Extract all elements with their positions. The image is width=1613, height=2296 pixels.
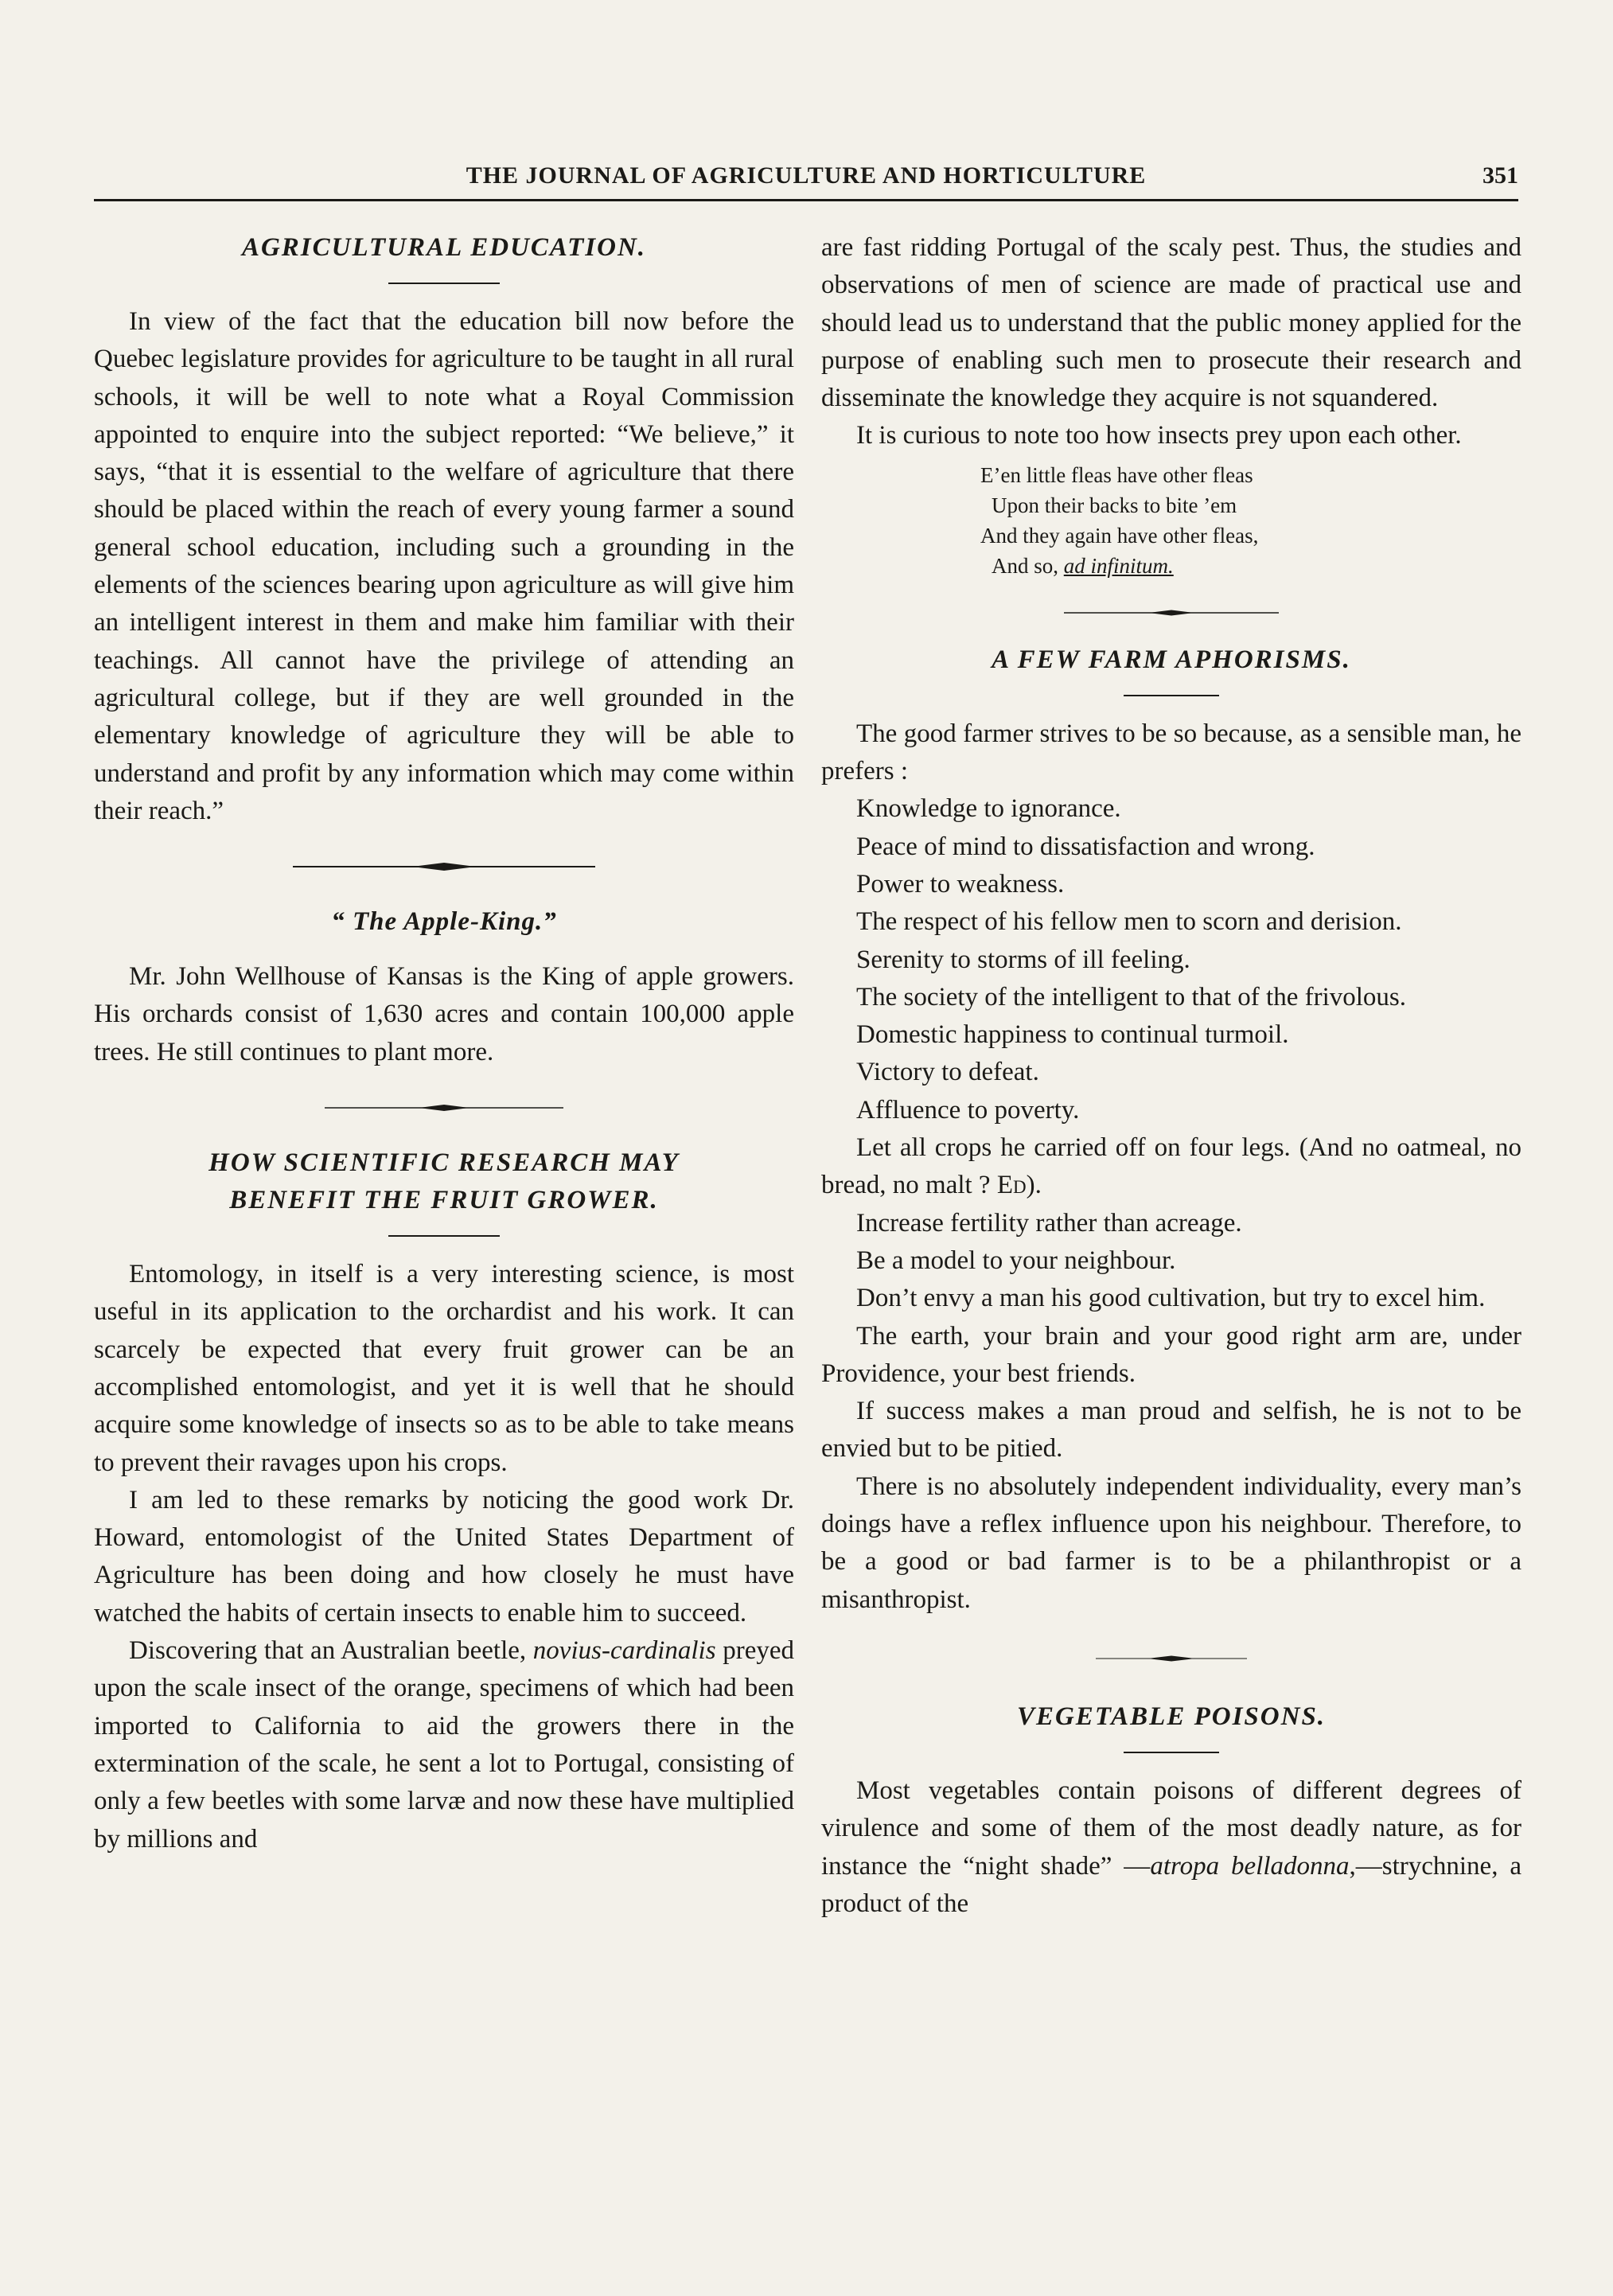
right-column [821, 229, 1521, 1923]
verse-latin: ad infinitum. [1063, 553, 1174, 578]
vegetable-poisons-paragraph [821, 1772, 1521, 1923]
aphorism-item: The society of the intelligent to that of the frivolous. [856, 982, 1407, 1012]
aphorism-item: Be a model to your neighbour. [856, 1245, 1176, 1275]
aphorism-item: The respect of his fellow men to scorn and derision. [856, 907, 1402, 937]
paragraph-text: ,—strychnine, a product of the [821, 1851, 1521, 1918]
verse-line [980, 551, 1521, 581]
aphorism-item [821, 1129, 1521, 1205]
short-rule [1124, 695, 1219, 696]
aphorism-item: Increase fertility rather than acreage. [856, 1208, 1242, 1238]
paragraph-text: Most vegetables contain poisons of different degrees of virulence and some of them of the most deadly nature, as for instance the “night shade” — [821, 1776, 1521, 1881]
continued-paragraph: are fast ridding Portugal of the scaly pest. Thus, the studies and observations of men of science are made of practical use and should lead us to understand that the public money applied for the purpose of enabling such men to prosecute their research and disseminate the knowledge they acquire is not squandered. [821, 233, 1521, 413]
running-title: THE JOURNAL OF AGRICULTURE AND HORTICULTURE [466, 162, 1147, 189]
scientific-research-heading-line-2: BENEFIT THE FRUIT GROWER. [229, 1186, 659, 1215]
paragraph-text: preyed upon the scale insect of the orange, specimens of which had been imported to California to aid the growers there in the extermination of the scale, he sent a lot to Portugal, consisting of only a few beetles with some larvæ and now these have multiplied by millions and [94, 1636, 794, 1854]
aphorism-item: Affluence to poverty. [856, 1095, 1080, 1125]
ornament-rule-icon [1096, 1651, 1247, 1666]
verse-line: Upon their backs to bite ’em [992, 493, 1237, 517]
left-column [94, 229, 794, 1858]
aphorism-item: Power to weakness. [856, 869, 1065, 899]
aphorism-text: Let all crops he carried off on four legs. (And no oatmeal, no bread, no malt ? [821, 1133, 1521, 1200]
scientific-research-heading-line-1: HOW SCIENTIFIC RESEARCH MAY [208, 1148, 680, 1178]
running-head [94, 159, 1518, 201]
aphorism-item: If success makes a man proud and selfish, he is not to be envied but to be pitied. [821, 1397, 1521, 1464]
aphorism-text: ). [1026, 1171, 1042, 1200]
short-rule [388, 283, 500, 284]
short-rule [388, 1235, 500, 1237]
verse-line: And they again have other fleas, [980, 523, 1259, 548]
ornament-rule-icon [293, 859, 595, 875]
ornament-rule-icon [1064, 605, 1279, 621]
apple-king-heading: “ The Apple-King.” [331, 907, 557, 937]
verse-text: And so, [992, 553, 1064, 578]
paragraph-text: Discovering that an Australian beetle, [129, 1636, 533, 1666]
beetle-name: novius-cardinalis [532, 1636, 716, 1666]
aphorisms-intro: The good farmer strives to be so because, as a sensible man, he prefers : [821, 719, 1521, 786]
ornament-rule-icon [325, 1100, 563, 1116]
apple-king-paragraph: Mr. John Wellhouse of Kansas is the King of apple growers. His orchards consist of 1,630 acres and contain 100,000 apple trees. He still continues to plant more. [94, 962, 794, 1066]
agricultural-education-paragraph: In view of the fact that the education bill now before the Quebec legislature provides for agriculture to be taught in all rural schools, it will be well to note what a Royal Commission appointed to enquire into the subject reported: “We believe,” it says, “that it is essential to the welfare of agriculture that there should be placed within the reach of every young farmer a sound general school education, including such a grounding in the elements of the sciences bearing upon agriculture as will give him an intelligent interest in them and make him familiar with their teachings. All cannot have the privilege of attending an agricultural college, but if they are well grounded in the elementary knowledge of agriculture they will be able to understand and profit by any information which may come within their reach.” [94, 307, 794, 825]
page-number: 351 [1482, 162, 1518, 189]
plant-name: atropa belladonna [1150, 1851, 1350, 1881]
editor-note: Ed [996, 1171, 1027, 1200]
farm-aphorisms-heading: A FEW FARM APHORISMS. [992, 645, 1351, 674]
flea-verse [980, 460, 1521, 581]
agricultural-education-heading: AGRICULTURAL EDUCATION. [241, 233, 647, 262]
scientific-research-paragraph-2: I am led to these remarks by noticing the good work Dr. Howard, entomologist of the United States Department of Agriculture has been doing and how closely he must have watched the habits of certain insects to enable him to succeed. [94, 1485, 794, 1627]
aphorism-item: Domestic happiness to continual turmoil. [856, 1020, 1289, 1050]
vegetable-poisons-heading: VEGETABLE POISONS. [1016, 1702, 1327, 1731]
verse-line: E’en little fleas have other fleas [980, 462, 1253, 487]
aphorism-item: Victory to defeat. [856, 1058, 1039, 1087]
aphorism-item: The earth, your brain and your good right arm are, under Providence, your best friends. [821, 1321, 1521, 1388]
aphorism-item: Peace of mind to dissatisfaction and wrong. [856, 832, 1315, 861]
insects-paragraph: It is curious to note too how insects prey upon each other. [856, 421, 1462, 450]
scientific-research-paragraph-1: Entomology, in itself is a very interesting science, is most useful in its application to the orchardist and his work. It can scarcely be expected that every fruit grower can be an accomplished entomologist, and yet it is well that he should acquire some knowledge of insects so as to be able to take means to prevent their ravages upon his crops. [94, 1260, 794, 1477]
aphorism-item: Serenity to storms of ill feeling. [856, 945, 1190, 974]
scientific-research-paragraph-3 [94, 1632, 794, 1858]
aphorism-item: There is no absolutely independent individuality, every man’s doings have a reflex influence upon his neighbour. Therefore, to be a good or bad farmer is to be a philanthropist or a misanthropist. [821, 1472, 1521, 1614]
aphorism-item: Knowledge to ignorance. [856, 794, 1121, 824]
short-rule [1124, 1752, 1219, 1753]
aphorism-item: Don’t envy a man his good cultivation, but try to excel him. [856, 1284, 1486, 1313]
